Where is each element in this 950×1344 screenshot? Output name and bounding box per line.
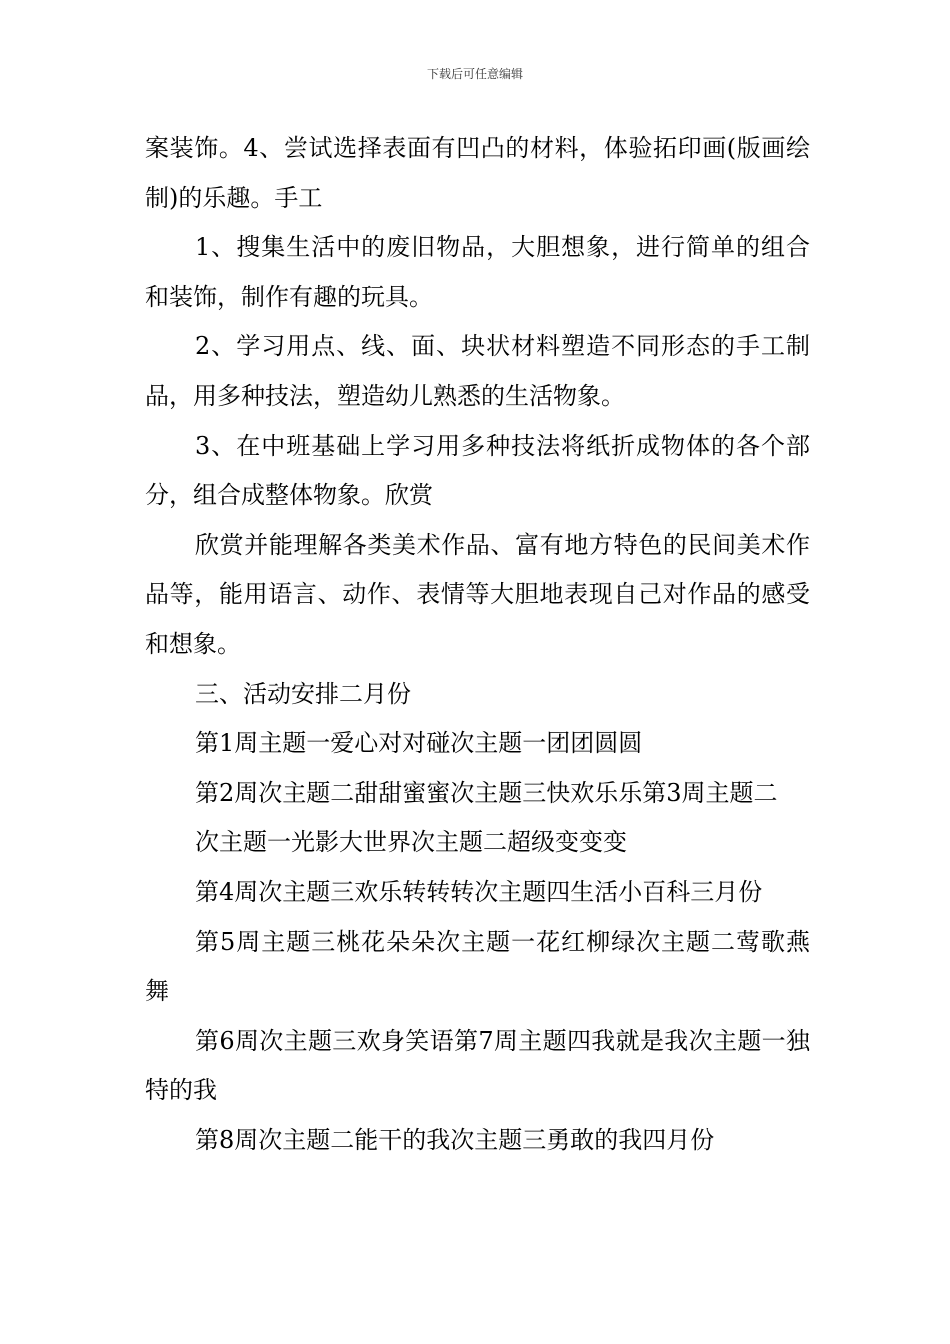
schedule-week-6: 第6周次主题三欢身笑语第7周主题四我就是我次主题一独特的我 [145,1026,810,1105]
document-body [145,124,810,1165]
schedule-week-2: 第2周次主题二甜甜蜜蜜次主题三快欢乐乐第3周主题二 [195,778,778,807]
schedule-week-8: 第8周次主题二能干的我次主题三勇敢的我四月份 [195,1125,715,1154]
schedule-week-5: 第5周主题三桃花朵朵次主题一花红柳绿次主题二莺歌燕舞 [145,927,810,1006]
schedule-subtopics: 次主题一光影大世界次主题二超级变变变 [195,828,627,857]
paragraph-2: 1、搜集生活中的废旧物品，大胆想象，进行简单的组合和装饰，制作有趣的玩具。 [145,233,810,311]
paragraph-5: 欣赏并能理解各类美术作品、富有地方特色的民间美术作品等，能用语言、动作、表情等大胆地表现自己对作品的感受和想象。 [145,530,810,658]
section-heading: 三、活动安排二月份 [195,679,411,708]
schedule-week-4: 第4周次主题三欢乐转转转次主题四生活小百科三月份 [195,877,763,906]
paragraph-4: 3、在中班基础上学习用多种技法将纸折成物体的各个部分，组合成整体物象。欣赏 [145,431,810,510]
schedule-week-1: 第1周主题一爱心对对碰次主题一团团圆圆 [195,729,643,758]
paragraph-1: 案装饰。4、尝试选择表面有凹凸的材料，体验拓印画(版画绘制)的乐趣。手工 [145,134,810,212]
page-header: 下载后可任意编辑 [426,67,523,81]
paragraph-3: 2、学习用点、线、面、块状材料塑造不同形态的手工制品，用多种技法，塑造幼儿熟悉的生活物象。 [145,332,810,410]
